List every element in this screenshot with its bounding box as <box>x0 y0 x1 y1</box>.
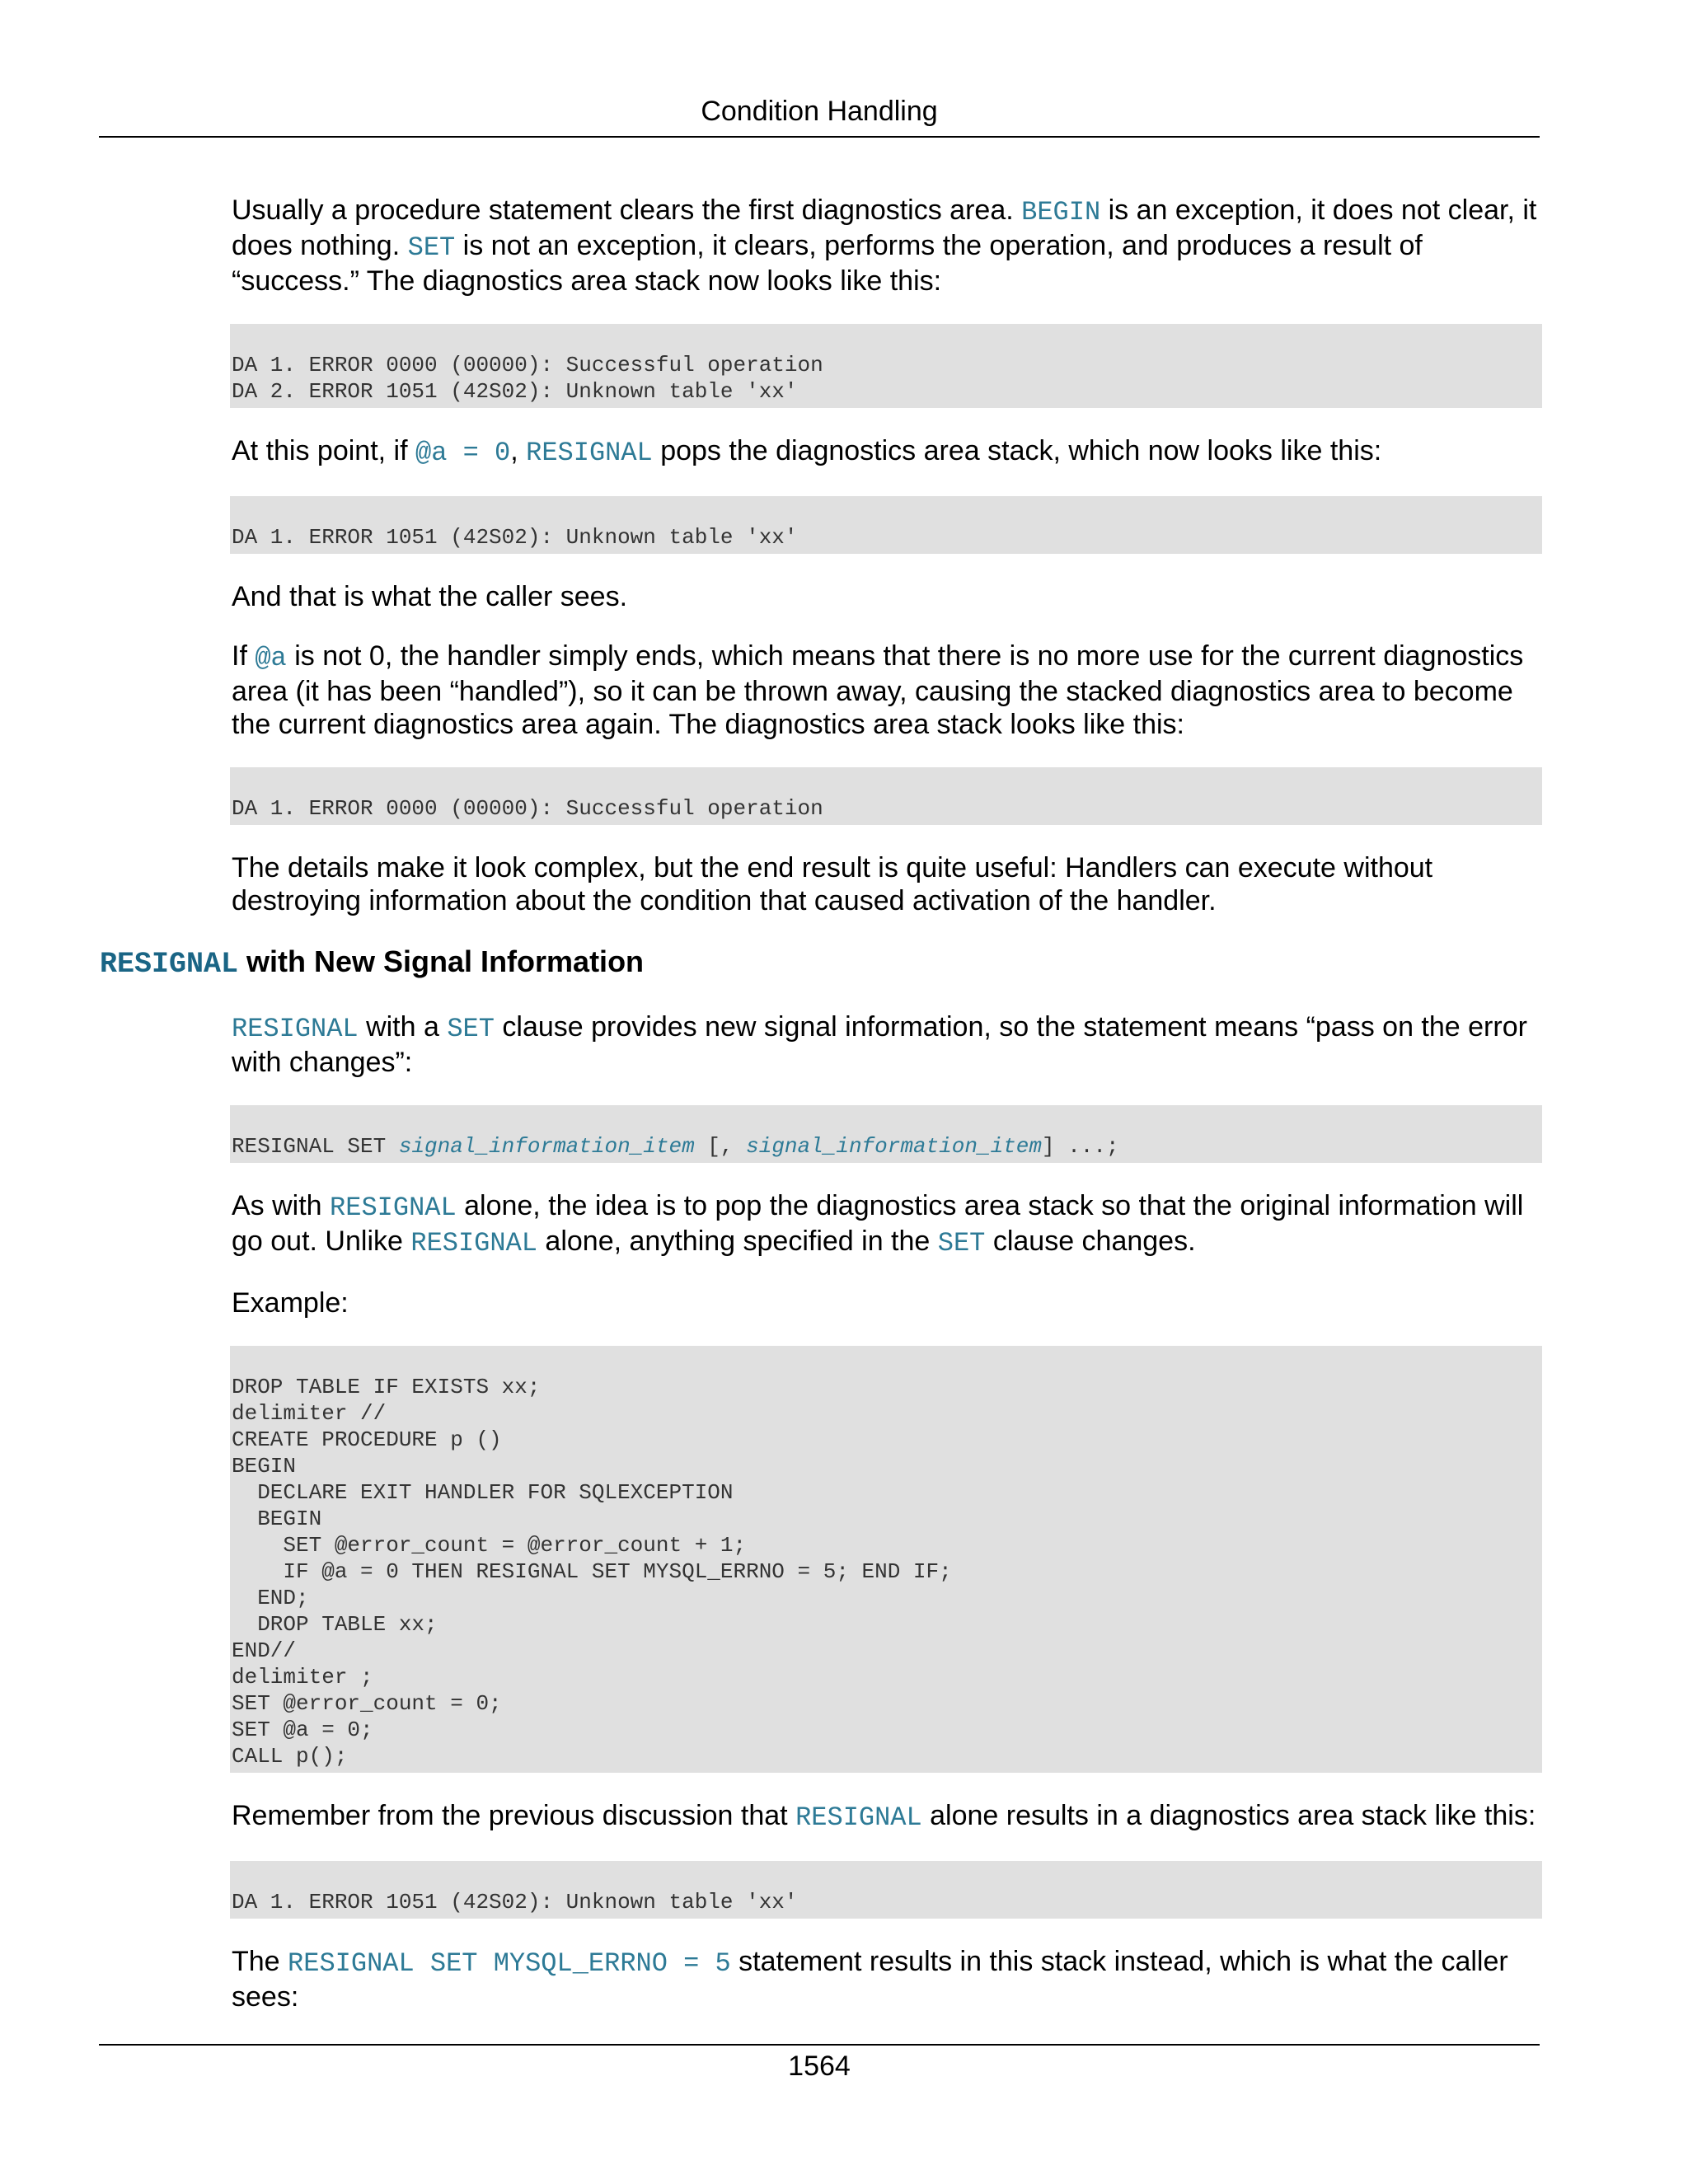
inline-code: RESIGNAL SET MYSQL_ERRNO = 5 <box>288 1948 731 1979</box>
code-block-example: DROP TABLE IF EXISTS xx; delimiter // CREATE PROCEDURE p () BEGIN DECLARE EXIT HANDLER FOR SQLEXCEPTION BEGIN SET @error_count = @error_count + 1; IF @a = 0 THEN RESIGNAL SET MYSQL_ERRNO = 5; END IF; END; DROP TABLE xx; END// delimiter ; SET @error_count = 0; SET @a = 0; CALL p(); <box>230 1346 1542 1773</box>
page-content <box>100 194 1542 2040</box>
paragraph: Usually a procedure statement clears the first diagnostics area. BEGIN is an exception, it does not clear, it does nothing. SET is not an exception, it clears, performs the operation, and produces a result of “success.” The diagnostics area stack now looks like this: <box>232 194 1537 297</box>
code-block-syntax: RESIGNAL SET signal_information_item [, signal_information_item] ...; <box>230 1105 1542 1163</box>
inline-code[interactable]: RESIGNAL <box>330 1193 457 1223</box>
inline-code[interactable]: SET <box>407 232 456 263</box>
inline-code[interactable]: RESIGNAL <box>410 1228 537 1258</box>
paragraph: RESIGNAL with a SET clause provides new signal information, so the statement means “pass on the error with changes”: <box>232 1011 1527 1078</box>
section-heading: RESIGNAL with New Signal Information <box>100 944 645 981</box>
footer-rule <box>99 2044 1540 2046</box>
paragraph: Remember from the previous discussion that RESIGNAL alone results in a diagnostics area stack like this: <box>232 1800 1536 1833</box>
paragraph: As with RESIGNAL alone, the idea is to pop the diagnostics area stack so that the original information will go out. Unlike RESIGNAL alone, anything specified in the SET clause changes. <box>232 1190 1524 1258</box>
syntax-variable[interactable]: signal_information_item <box>746 1134 1042 1159</box>
page-number: 1564 <box>788 2050 851 2082</box>
code-block: DA 1. ERROR 0000 (00000): Successful operation <box>230 767 1542 825</box>
inline-code[interactable]: RESIGNAL <box>232 1014 359 1044</box>
paragraph: The details make it look complex, but the end result is quite useful: Handlers can execute without destroying information about the condition that caused activation of the handler. <box>232 852 1433 916</box>
code-block: DA 1. ERROR 0000 (00000): Successful operation DA 2. ERROR 1051 (42S02): Unknown table 'xx' <box>230 324 1542 408</box>
code-block: DA 1. ERROR 1051 (42S02): Unknown table 'xx' <box>230 1861 1542 1919</box>
paragraph: If @a is not 0, the handler simply ends, which means that there is no more use for the current diagnostics area (it has been “handled”), so it can be thrown away, causing the stacked diagnostics area to become the current diagnostics area again. The diagnostics area stack looks like this: <box>232 640 1524 740</box>
syntax-variable[interactable]: signal_information_item <box>398 1134 695 1159</box>
inline-code[interactable]: SET <box>937 1228 986 1258</box>
paragraph: And that is what the caller sees. <box>232 581 628 612</box>
paragraph: The RESIGNAL SET MYSQL_ERRNO = 5 statement results in this stack instead, which is what the caller sees: <box>232 1946 1508 2013</box>
section-heading-code[interactable]: RESIGNAL <box>100 948 239 981</box>
page-header-title: Condition Handling <box>701 96 938 127</box>
inline-code: @a = 0 <box>415 438 511 468</box>
inline-code[interactable]: BEGIN <box>1021 197 1101 227</box>
inline-code[interactable]: RESIGNAL <box>526 438 653 468</box>
inline-code[interactable]: RESIGNAL <box>795 1802 922 1833</box>
inline-code: @a <box>255 643 287 673</box>
paragraph: Example: <box>232 1287 349 1319</box>
header-rule <box>99 136 1540 138</box>
inline-code[interactable]: SET <box>447 1014 495 1044</box>
paragraph: At this point, if @a = 0, RESIGNAL pops the diagnostics area stack, which now looks like this: <box>232 435 1382 468</box>
code-block: DA 1. ERROR 1051 (42S02): Unknown table 'xx' <box>230 496 1542 554</box>
